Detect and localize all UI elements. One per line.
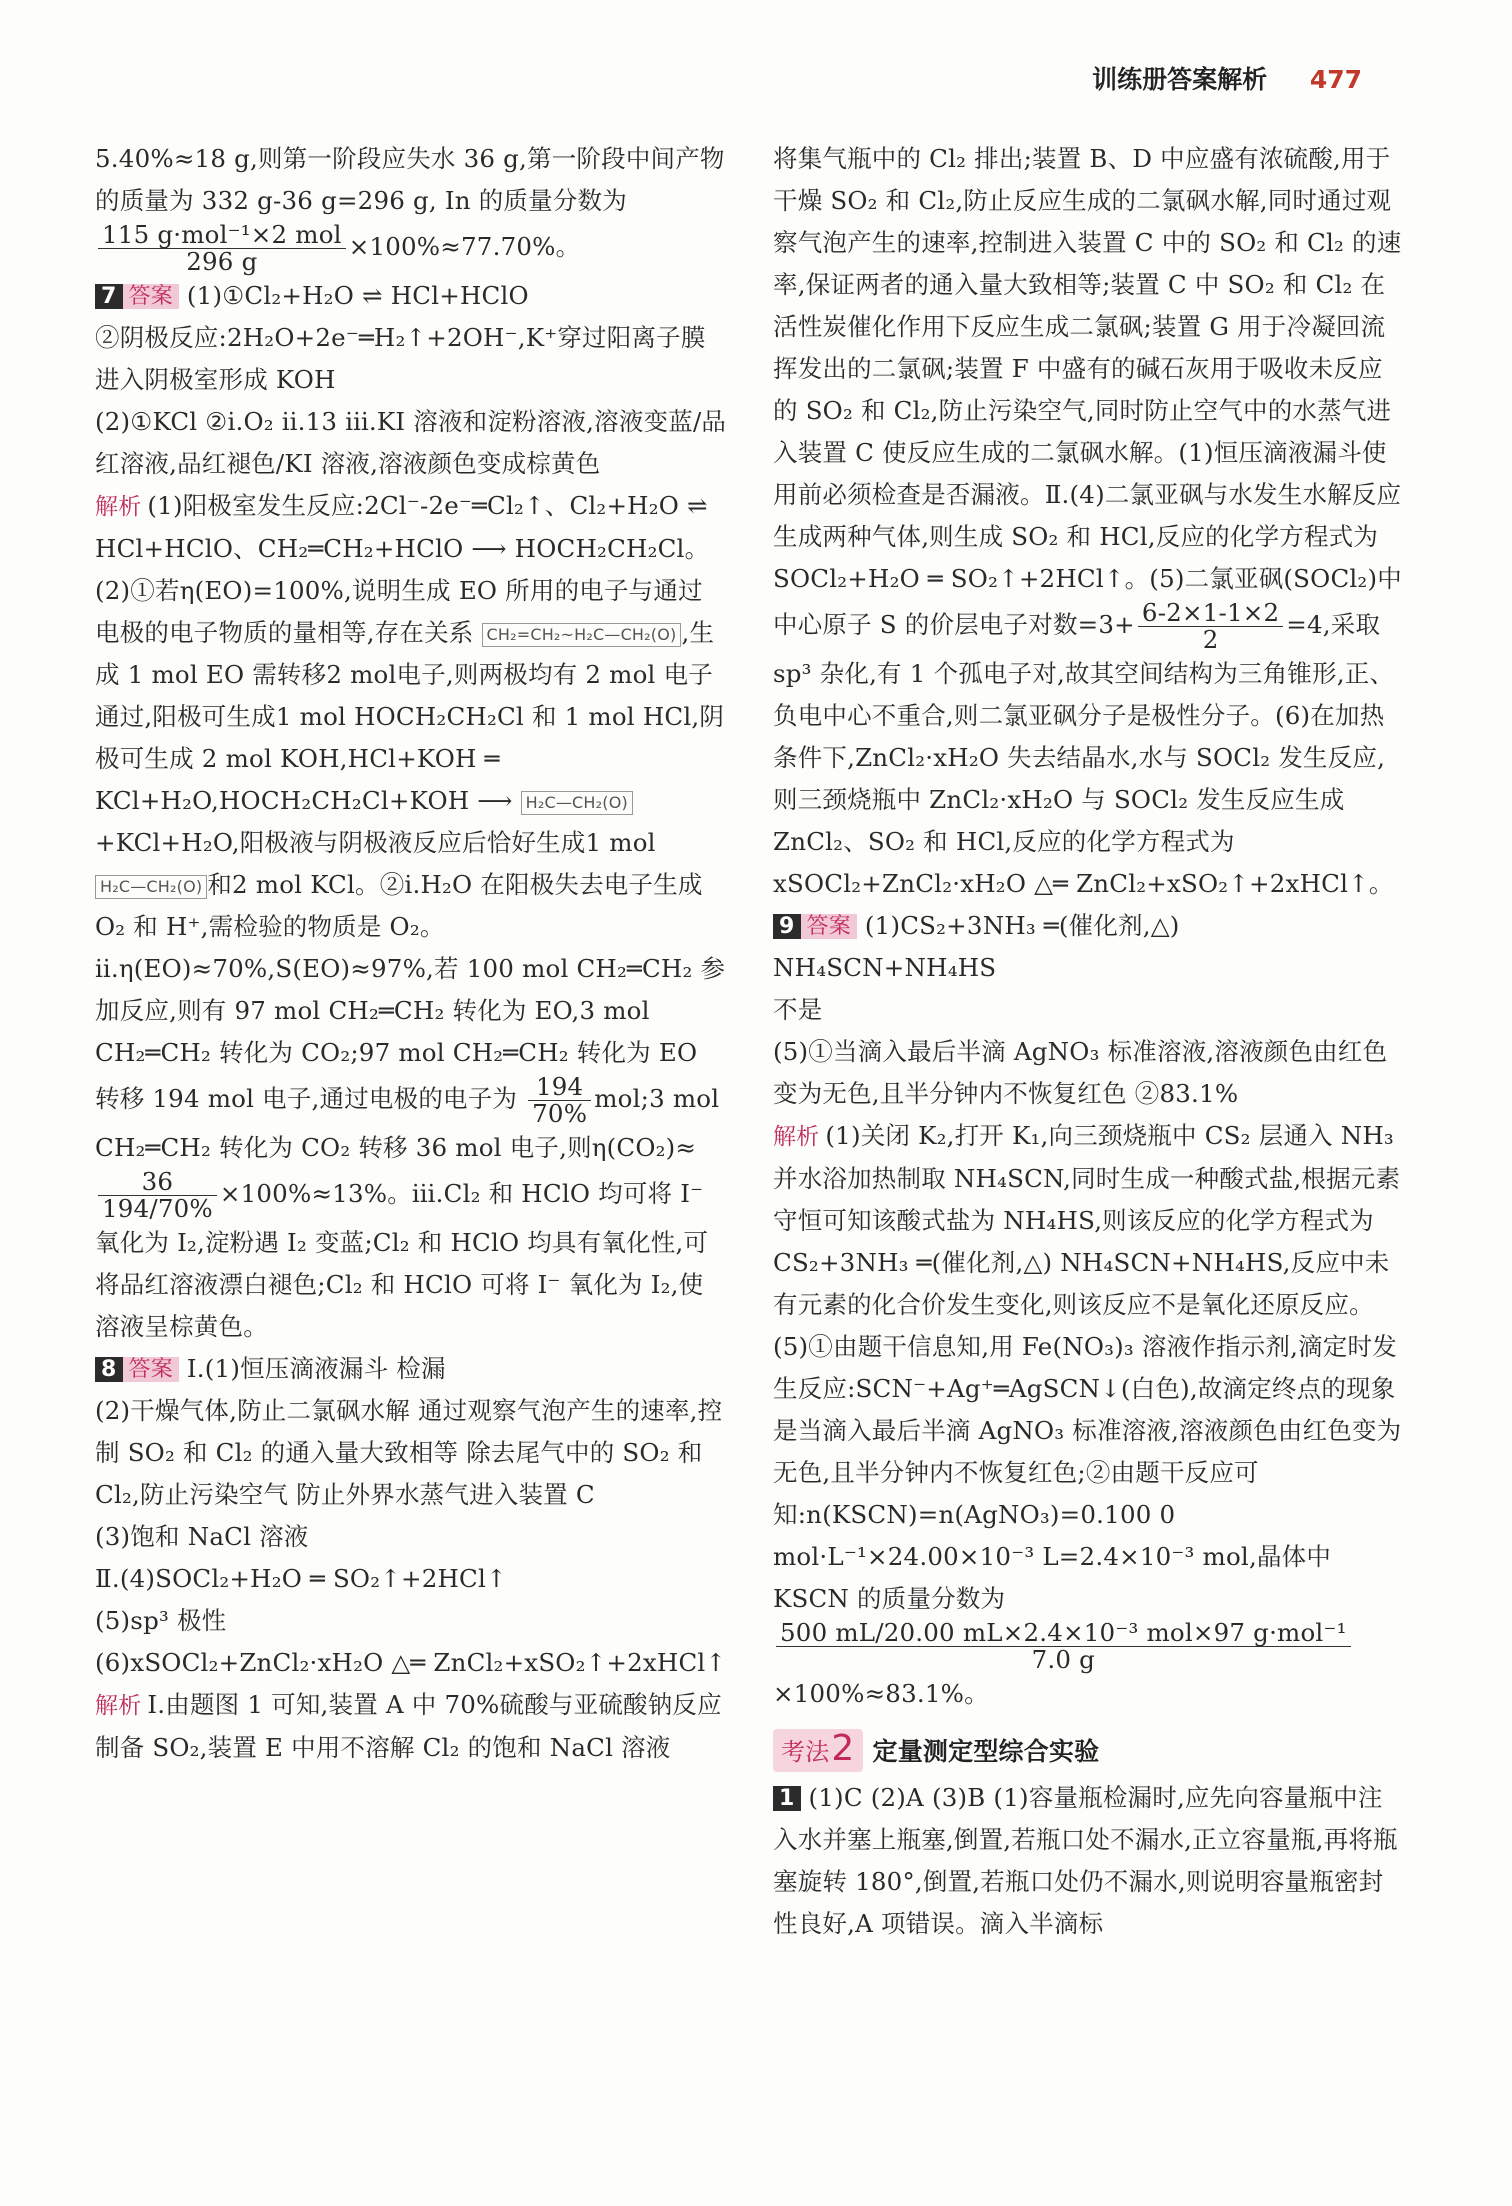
- question-1: [773, 1777, 1405, 1945]
- paragraph: (6)xSOCl₂+ZnCl₂·xH₂O △═ ZnCl₂+xSO₂↑+2xHCl↑: [95, 1648, 727, 1677]
- frac-den: 194/70%: [102, 1194, 213, 1223]
- answer-tag: [95, 282, 179, 312]
- section-badge: [773, 1729, 863, 1772]
- paragraph: (2)①KCl ②ⅰ.O₂ ⅱ.13 ⅲ.KI 溶液和淀粉溶液,溶液变蓝/品红溶液,品红褪色/KI 溶液,溶液颜色变成棕黄色: [95, 407, 727, 478]
- page-header: [862, 60, 1362, 104]
- answer-8: [95, 1348, 727, 1390]
- fraction: [1138, 600, 1283, 653]
- answer-number: 8: [95, 1357, 123, 1382]
- section-heading: [773, 1729, 1405, 1773]
- answer-label: 答案: [801, 914, 857, 939]
- answer-tag: [95, 1355, 179, 1385]
- analysis-label: 解析: [773, 1124, 820, 1150]
- text: 将集气瓶中的 Cl₂ 排出;装置 B、D 中应盛有浓硫酸,用于干燥 SO₂ 和 Cl₂,防止反应生成的二氯砜水解,同时通过观察气泡产生的速率,控制进入装置 C 中的 SO₂ 和 Cl₂ 的速率,保证两者的通入量大致相等;装置 C 中 SO₂ 和 Cl₂ 在活性炭催化作用下反应生成二氯砜;装置 G 用于冷凝回流挥发出的二氯砜;装置 F 中盛有的碱石灰用于吸收未反应的 SO₂ 和 Cl₂,防止污染空气,同时防止空气中的水蒸气进入装置 C 使反应生成的二氯砜水解。(1)恒压滴液漏斗使用前必须检查是否漏液。Ⅱ.(4)二氯亚砜与水发生水解反应生成两种气体,则生成 SO₂ 和 HCl,反应的化学方程式为SOCl₂+H₂O ═ SO₂↑+2HCl↑。(5)二氯亚砜(SOCl₂)中中心原子 S 的价层电子对数=3+: [773, 144, 1402, 639]
- paragraph: [95, 138, 727, 275]
- analysis-8: [95, 1684, 727, 1769]
- paragraph: Ⅱ.(4)SOCl₂+H₂O ═ SO₂↑+2HCl↑: [95, 1564, 507, 1593]
- answer-tag: [773, 912, 857, 942]
- text: ×100%≈83.1%。: [773, 1679, 989, 1708]
- frac-den: 2: [1202, 625, 1219, 654]
- section-label: 考法: [781, 1738, 830, 1766]
- text: (1)CS₂+3NH₃ ═(催化剂,△) NH₄SCN+NH₄HS: [773, 911, 1180, 982]
- left-column: [95, 138, 727, 1769]
- answer-number: 7: [95, 284, 123, 309]
- paragraph: (5)①当滴入最后半滴 AgNO₃ 标准溶液,溶液颜色由红色变为无色,且半分钟内不恢复红色 ②83.1%: [773, 1037, 1388, 1108]
- text: mol;3 mol CH₂═CH₂ 转化为 CO₂ 转移 36 mol 电子,则η(CO₂)≈: [95, 1084, 720, 1162]
- frac-num: 194: [528, 1074, 591, 1101]
- analysis-9: [773, 1115, 1405, 1715]
- frac-num: 500 mL/20.00 mL×2.4×10⁻³ mol×97 g·mol⁻¹: [776, 1620, 1351, 1647]
- question-number: 1: [773, 1786, 801, 1811]
- paragraph: (2)干燥气体,防止二氯砜水解 通过观察气泡产生的速率,控制 SO₂ 和 Cl₂ 的通入量大致相等 除去尾气中的 SO₂ 和 Cl₂,防止污染空气 防止外界水蒸气进入装置 C: [95, 1396, 723, 1509]
- paragraph: [773, 138, 1405, 905]
- paragraph: 不是: [773, 995, 823, 1024]
- fraction: [98, 1169, 217, 1222]
- text: ×100%≈77.70%。: [348, 232, 581, 261]
- frac-den: 7.0 g: [1031, 1645, 1096, 1674]
- frac-num: 115 g·mol⁻¹×2 mol: [98, 222, 346, 249]
- answer-label: 答案: [123, 1357, 179, 1382]
- epoxide-structure: CH₂=CH₂~H₂C—CH₂(O): [482, 623, 682, 647]
- paragraph: (3)饱和 NaCl 溶液: [95, 1522, 309, 1551]
- paragraph: ②阴极反应:2H₂O+2e⁻═H₂↑+2OH⁻,K⁺穿过阳离子膜进入阴极室形成 KOH: [95, 323, 706, 394]
- header-title: 训练册答案解析: [1092, 65, 1268, 94]
- section-number: 2: [831, 1728, 855, 1769]
- section-title: 定量测定型综合实验: [872, 1737, 1100, 1766]
- answer-9: [773, 905, 1405, 989]
- text: 和2 mol KCl。②ⅰ.H₂O 在阳极失去电子生成 O₂ 和 H⁺,需检验的物质是 O₂。ⅱ.η(EO)≈70%,S(EO)≈97%,若 100 mol CH₂═CH₂ 参加反应,则有 97 mol CH₂═CH₂ 转化为 EO,3 mol CH₂═CH₂ 转化为 CO₂;97 mol CH₂═CH₂ 转化为 EO 转移 194 mol 电子,通过电极的电子为: [95, 870, 726, 1113]
- text: Ⅰ.(1)恒压滴液漏斗 检漏: [186, 1354, 446, 1383]
- answer-7: [95, 275, 727, 317]
- fraction: [528, 1074, 591, 1127]
- text: =4,采取sp³ 杂化,有 1 个孤电子对,故其空间结构为三角锥形,正、负电中心不重合,则二氯亚砜分子是极性分子。(6)在加热条件下,ZnCl₂·xH₂O 失去结晶水,水与 SOCl₂ 发生反应,则三颈烧瓶中 ZnCl₂·xH₂O 与 SOCl₂ 发生反应生成 ZnCl₂、SO₂ 和 HCl,反应的化学方程式为 xSOCl₂+ZnCl₂·xH₂O △═ ZnCl₂+xSO₂↑+2xHCl↑。: [773, 610, 1395, 898]
- text: (1)阳极室发生反应:2Cl⁻-2e⁻═Cl₂↑、Cl₂+H₂O ⇌ HCl+HClO、CH₂═CH₂+HClO ⟶ HOCH₂CH₂Cl。(2)①若η(EO)=100%,说明生成 EO 所用的电子与通过电极的电子物质的量相等,存在关系: [95, 491, 710, 647]
- frac-den: 70%: [532, 1099, 588, 1128]
- frac-num: 36: [98, 1169, 217, 1196]
- text: (1)C (2)A (3)B (1)容量瓶检漏时,应先向容量瓶中注入水并塞上瓶塞,倒置,若瓶口处不漏水,正立容量瓶,再将瓶塞旋转 180°,倒置,若瓶口处仍不漏水,则说明容量瓶密封性良好,A 项错误。滴入半滴标: [773, 1783, 1398, 1938]
- analysis-label: 解析: [95, 494, 142, 520]
- text: +KCl+H₂O,阳极液与阴极液反应后恰好生成1 mol: [95, 828, 656, 857]
- text: ×100%≈13%。ⅲ.Cl₂ 和 HClO 均可将 I⁻ 氧化为 I₂,淀粉遇 I₂ 变蓝;Cl₂ 和 HClO 均具有氧化性,可将品红溶液漂白褪色;Cl₂ 和 HClO 可将 I⁻ 氧化为 I₂,使溶液呈棕黄色。: [95, 1179, 709, 1341]
- frac-num: 6-2×1-1×2: [1138, 600, 1283, 627]
- analysis-7: [95, 485, 727, 1348]
- page-number: 477: [1309, 65, 1362, 94]
- frac-den: 296 g: [186, 247, 258, 276]
- paragraph: (5)sp³ 极性: [95, 1606, 227, 1635]
- answer-number: 9: [773, 914, 801, 939]
- text: (1)①Cl₂+H₂O ⇌ HCl+HClO: [186, 281, 529, 310]
- text: Ⅰ.由题图 1 可知,装置 A 中 70%硫酸与亚硫酸钠反应制备 SO₂,装置 E 中用不溶解 Cl₂ 的饱和 NaCl 溶液: [95, 1690, 722, 1762]
- text: (1)关闭 K₂,打开 K₁,向三颈烧瓶中 CS₂ 层通入 NH₃ 并水浴加热制取 NH₄SCN,同时生成一种酸式盐,根据元素守恒可知该酸式盐为 NH₄HS,则该反应的化学方程式为 CS₂+3NH₃ ═(催化剂,△) NH₄SCN+NH₄HS,反应中未有元素的化合价发生变化,则该反应不是氧化还原反应。(5)①由题干信息知,用 Fe(NO₃)₃ 溶液作指示剂,滴定时发生反应:SCN⁻+Ag⁺═AgSCN↓(白色),故滴定终点的现象是当滴入最后半滴 AgNO₃ 标准溶液,溶液颜色由红色变为无色,且半分钟内不恢复红色;②由题干反应可知:n(KSCN)=n(AgNO₃)=0.100 0 mol·L⁻¹×24.00×10⁻³ L=2.4×10⁻³ mol,晶体中 KSCN 的质量分数为: [773, 1121, 1402, 1613]
- epoxide-structure: H₂C—CH₂(O): [95, 875, 207, 899]
- analysis-label: 解析: [95, 1693, 142, 1719]
- text: 5.40%≈18 g,则第一阶段应失水 36 g,第一阶段中间产物的质量为 332 g-36 g=296 g, In 的质量分数为: [95, 144, 725, 215]
- right-column: [773, 138, 1405, 1945]
- text: ,生成 1 mol EO 需转移2 mol电子,则两极均有 2 mol 电子通过,阳极可生成1 mol HOCH₂CH₂Cl 和 1 mol HCl,阴极可生成 2 mol KOH,HCl+KOH ═ KCl+H₂O,HOCH₂CH₂Cl+KOH ⟶: [95, 618, 725, 815]
- fraction: [98, 222, 346, 275]
- question-tag: [773, 1784, 801, 1814]
- answer-label: 答案: [123, 284, 179, 309]
- epoxide-structure: H₂C—CH₂(O): [521, 791, 633, 815]
- fraction: [776, 1620, 1351, 1673]
